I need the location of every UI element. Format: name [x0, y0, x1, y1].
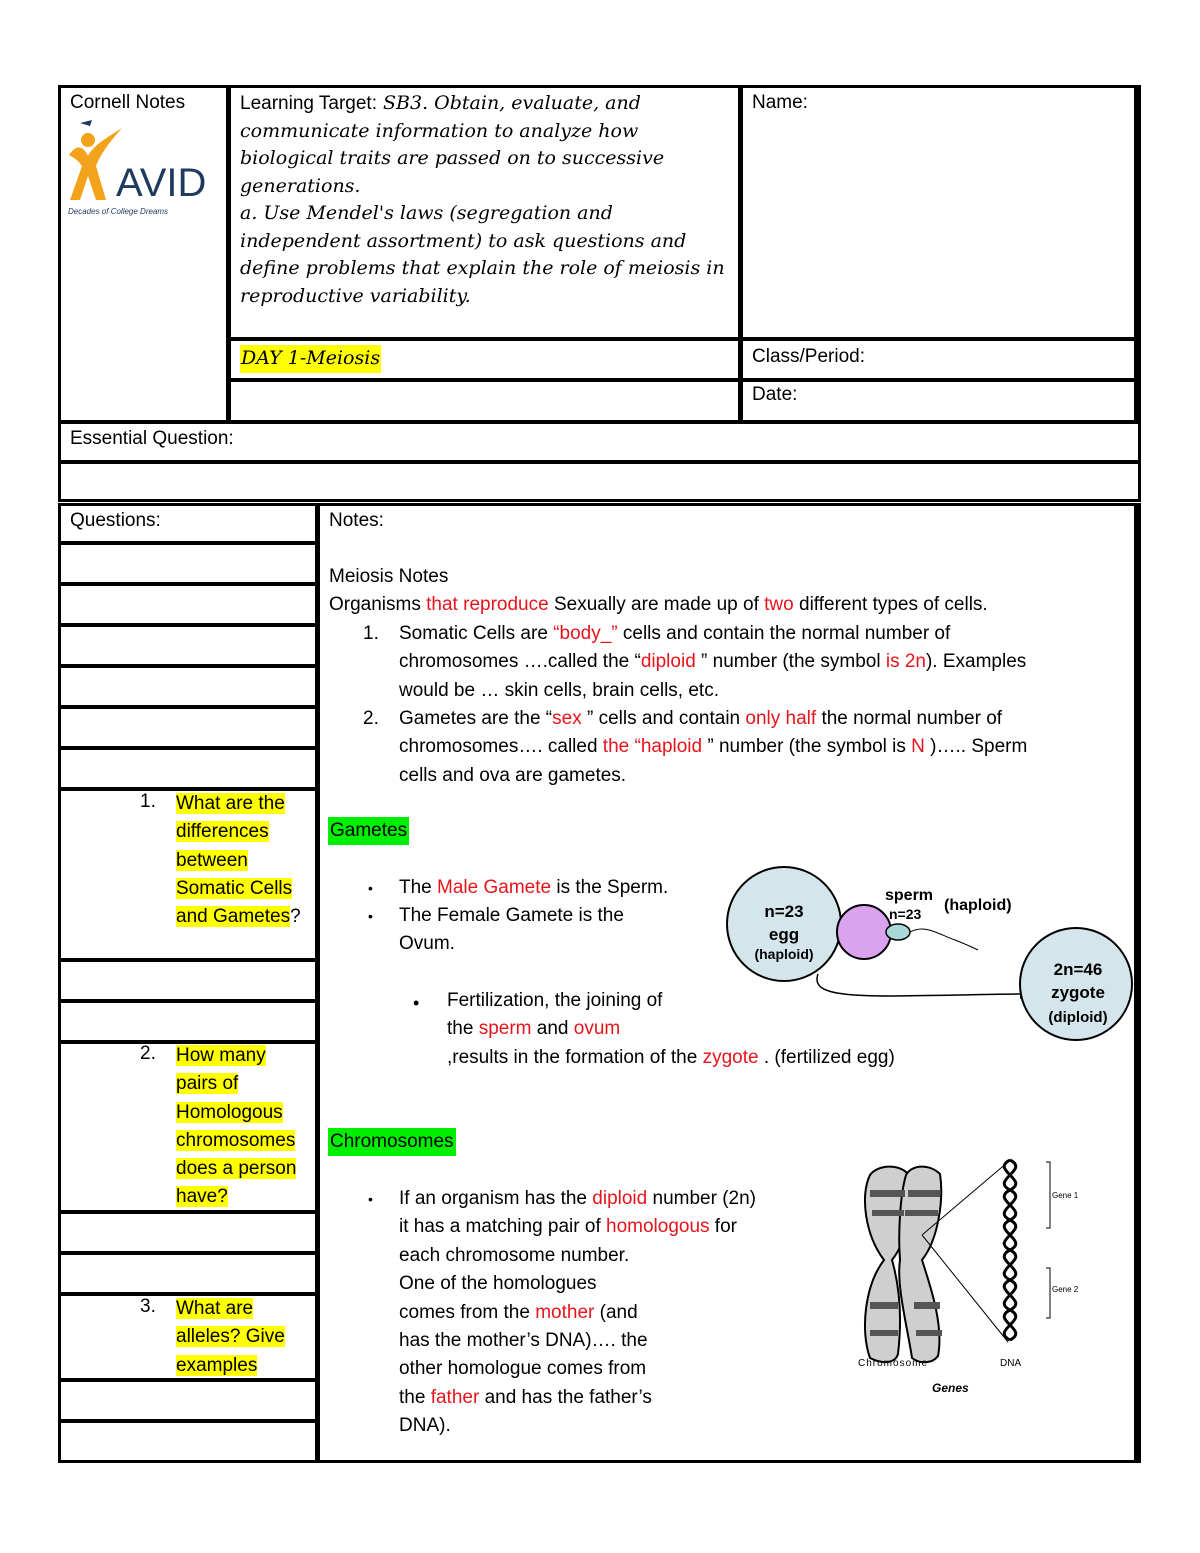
q-line — [60, 541, 316, 545]
divider — [738, 87, 743, 423]
divider — [228, 378, 1138, 382]
gametes-heading: Gametes — [328, 817, 409, 845]
date-field[interactable]: Date: — [752, 384, 798, 405]
chromosome-diagram — [850, 1150, 1100, 1400]
lt-line: generations. — [240, 174, 361, 197]
bullet: • — [413, 993, 420, 1013]
bullet: • — [368, 880, 373, 896]
zygote-label: (diploid) — [1048, 1009, 1108, 1026]
q-line — [60, 705, 316, 709]
cornell-notes-label: Cornell Notes — [70, 92, 186, 113]
gene-bracket — [1046, 1268, 1050, 1318]
question-3: What are alleles? Give examples — [176, 1298, 285, 1376]
learning-target — [240, 90, 735, 310]
sperm-label: sperm — [885, 887, 934, 904]
egg-purple — [837, 905, 891, 959]
lt-line: a. Use Mendel's laws (segregation and — [240, 202, 613, 224]
q-line — [60, 746, 316, 750]
lt-line: SB3. Obtain, evaluate, and — [376, 92, 641, 114]
sperm-label: n=23 — [889, 906, 922, 922]
sperm-tail — [910, 929, 978, 950]
egg-label: n=23 — [764, 902, 804, 921]
chromosome-note: If an organism has the diploid number (2n) it has a matching pair of homologous for each chromosome number. One of the homologues comes from the mother (and has the mother’s DNA)…. the other homologue comes from the father and has the father’s DNA). — [399, 1188, 756, 1437]
class-period-field[interactable]: Class/Period: — [752, 346, 865, 367]
somatic-cells-note: Somatic Cells are “body_” cells and contain the normal number of chromosomes ….called the “diploid ” number (the symbol is 2n). Examples would be … skin cells, brain cells, etc. — [399, 623, 1027, 701]
avid-text: AVID — [116, 161, 207, 205]
zygote-label: zygote — [1051, 983, 1105, 1002]
gene-2-label: Gene 2 — [1052, 1285, 1079, 1294]
essential-question-label[interactable]: Essential Question: — [70, 428, 234, 449]
divider — [1134, 87, 1138, 421]
lt-line: biological traits are passed on to successive — [240, 147, 665, 169]
q-line — [60, 999, 316, 1003]
sperm-head — [886, 924, 910, 940]
lt-line: communicate information to analyze how — [240, 119, 639, 142]
questions-label: Questions: — [70, 510, 161, 531]
lt-line: independent assortment) to ask questions and — [240, 229, 687, 252]
notes-intro: Meiosis Notes Organisms that reproduce Sexually are made up of two different types of cells. — [329, 563, 988, 620]
notes-title: Meiosis Notes — [329, 566, 449, 587]
egg-label: egg — [768, 925, 800, 944]
notes-label: Notes: — [329, 510, 384, 531]
q-line — [60, 664, 316, 668]
divider — [226, 87, 231, 423]
question-number: 1. — [140, 791, 156, 812]
q-line — [60, 1419, 316, 1423]
gene-1-label: Gene 1 — [1052, 1191, 1079, 1200]
divider — [228, 337, 1138, 341]
avid-logo — [66, 118, 220, 218]
question-number: 2. — [140, 1043, 156, 1064]
q-line — [60, 958, 316, 962]
q-line — [60, 1251, 316, 1255]
gene-bracket — [1046, 1162, 1050, 1228]
question-1: What are the differences between Somatic Cells and Gametes? — [176, 793, 301, 928]
q-line — [60, 623, 316, 627]
day-label: DAY 1-Meiosis — [240, 345, 381, 373]
fertilization-diagram — [720, 862, 1140, 1042]
female-gamete-note: The Female Gamete is the Ovum. — [399, 905, 624, 955]
question-2: How many pairs of Homologous chromosomes does a person have? — [176, 1045, 297, 1208]
egg-cell — [727, 867, 841, 981]
dna-caption: DNA — [1000, 1358, 1022, 1369]
egg-label: (haploid) — [754, 946, 814, 962]
q-line — [60, 582, 316, 586]
bullet: • — [368, 908, 373, 924]
lt-line: define problems that explain the role of meiosis in — [240, 257, 725, 279]
chromosome-caption: Chromosome — [858, 1358, 929, 1369]
bullet: • — [368, 1191, 373, 1207]
male-gamete-note: The Male Gamete is the Sperm. — [399, 877, 669, 898]
fertilization-arrow — [817, 974, 1020, 996]
question-number: 3. — [140, 1296, 156, 1317]
fertilization-note: Fertilization, the joining of the sperm and ovum ,results in the formation of the zygote . (fertilized egg) — [447, 990, 895, 1068]
gametes-note: Gametes are the “sex ” cells and contain only half the normal number of chromosomes…. called the “haploid ” number (the symbol is N )….. Sperm cells and ova are gametes. — [399, 708, 1028, 786]
list-number: 2. — [363, 708, 379, 729]
divider — [315, 505, 320, 1461]
avid-tagline: Decades of College Dreams — [68, 207, 169, 216]
divider — [60, 460, 1139, 464]
list-number: 1. — [363, 623, 379, 644]
lt-line: reproductive variability. — [240, 284, 471, 307]
learning-target-label: Learning Target: — [240, 93, 377, 114]
zygote-label: 2n=46 — [1053, 960, 1103, 979]
genes-caption: Genes — [932, 1381, 969, 1395]
name-field[interactable]: Name: — [752, 92, 808, 113]
chromosomes-heading: Chromosomes — [328, 1128, 456, 1156]
sperm-label: (haploid) — [944, 897, 1012, 914]
